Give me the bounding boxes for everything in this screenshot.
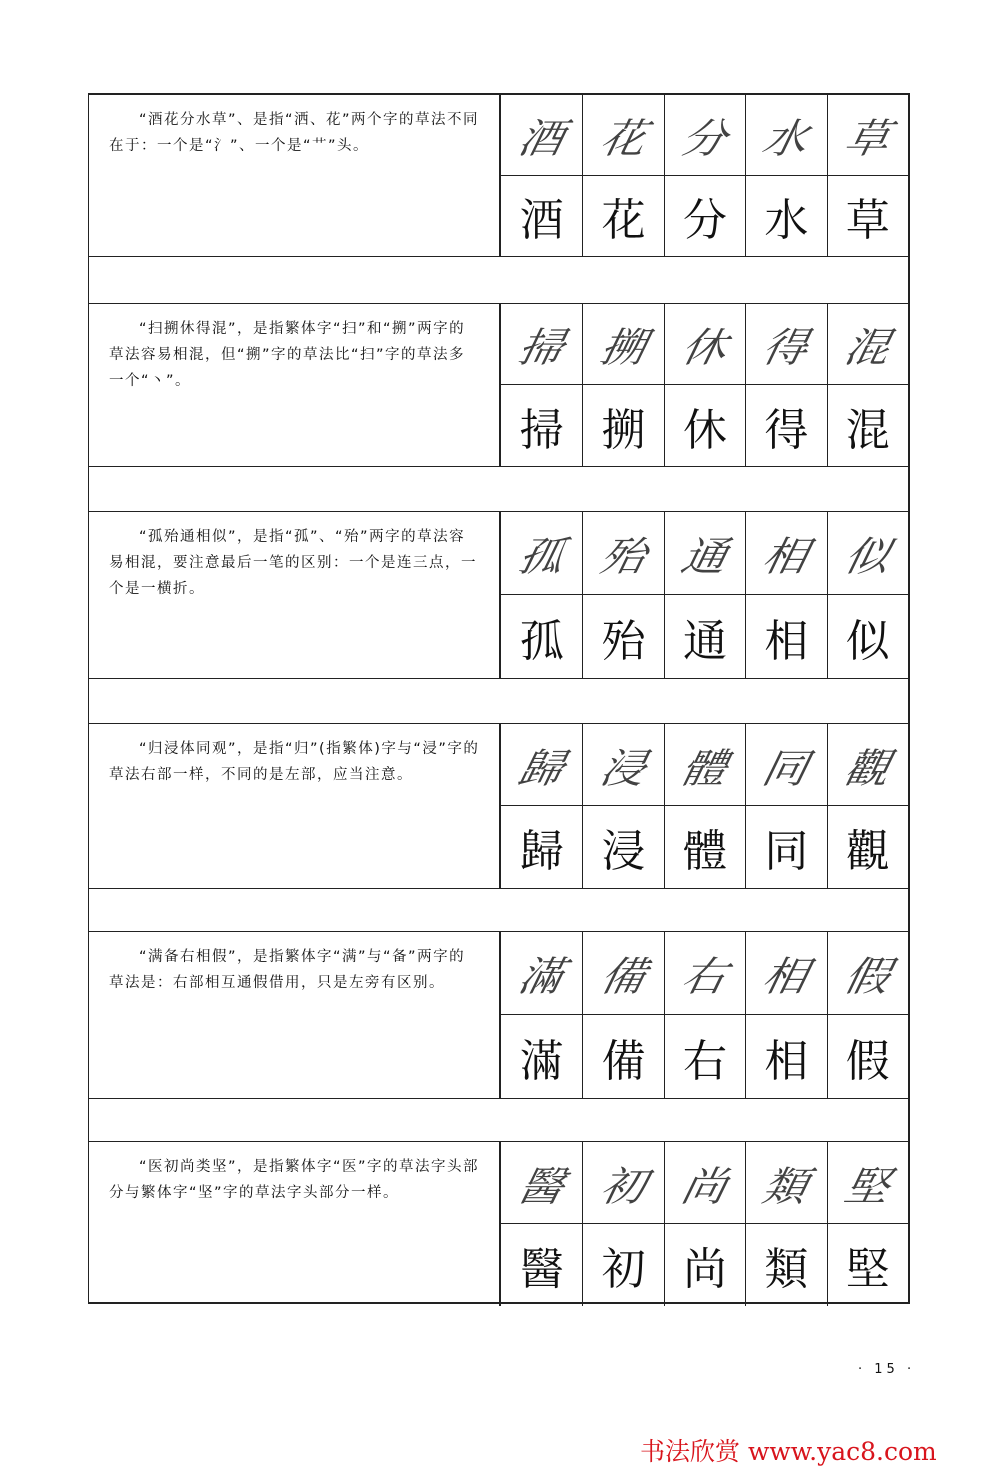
standard-character: 酒	[519, 194, 564, 246]
cursive-character-cell	[582, 724, 663, 806]
calligraphy-table	[88, 93, 910, 1304]
cursive-character: 滿	[513, 953, 568, 1001]
standard-character: 右	[682, 1035, 727, 1087]
cursive-character-cell	[501, 724, 582, 806]
standard-character-cell	[827, 806, 908, 888]
character-grid	[501, 1142, 908, 1306]
cursive-character: 花	[595, 115, 650, 163]
standard-character-cell	[582, 1015, 663, 1098]
standard-character-cell	[664, 176, 745, 257]
standard-character-cell	[582, 176, 663, 257]
standard-character-cell	[582, 385, 663, 466]
standard-character: 似	[845, 615, 890, 667]
cursive-character-cell	[745, 304, 826, 385]
standard-character-cell	[664, 1224, 745, 1306]
comparison-section	[89, 932, 908, 1099]
page-number: · 15 ·	[858, 1362, 916, 1377]
cursive-character-cell	[664, 95, 745, 176]
cursive-character-cell	[827, 95, 908, 176]
standard-character: 同	[764, 826, 809, 877]
cursive-character: 備	[595, 953, 650, 1001]
cursive-character-cell	[827, 512, 908, 595]
standard-character: 醫	[519, 1244, 564, 1295]
cursive-character-cell	[745, 932, 826, 1015]
standard-character-cell	[582, 806, 663, 888]
standard-character-cell	[501, 1224, 582, 1306]
standard-character: 掃	[519, 404, 564, 456]
cursive-character-cell	[582, 95, 663, 176]
cursive-character: 得	[758, 324, 813, 372]
standard-character-cell	[501, 1015, 582, 1098]
standard-character-cell	[827, 176, 908, 257]
cursive-character: 觀	[839, 745, 894, 793]
cursive-character-cell	[501, 95, 582, 176]
watermark: 书法欣赏 www.yac8.com	[640, 1437, 937, 1466]
section-description: “酒花分水草”、是指“洒、花”两个字的草法不同在于：一个是“氵”、一个是“艹”头。	[89, 95, 501, 256]
standard-character: 休	[682, 404, 727, 456]
cursive-character: 草	[839, 115, 894, 163]
standard-character: 假	[845, 1035, 890, 1087]
standard-character-cell	[501, 595, 582, 678]
standard-character: 通	[682, 615, 727, 667]
standard-character: 堅	[845, 1244, 890, 1295]
section-description: “扫搠休得混”，是指繁体字“扫”和“搠”两字的草法容易相混，但“搠”字的草法比“扫”字的草法多一个“丶”。	[89, 304, 501, 466]
blank-row	[89, 679, 908, 724]
cursive-character-cell	[582, 512, 663, 595]
cursive-character-cell	[664, 512, 745, 595]
standard-character: 殆	[601, 615, 646, 667]
standard-character-cell	[664, 595, 745, 678]
standard-character-cell	[745, 595, 826, 678]
standard-character-cell	[501, 385, 582, 466]
standard-character-cell	[745, 385, 826, 466]
standard-character-cell	[501, 806, 582, 888]
cursive-character-cell	[582, 1142, 663, 1224]
standard-character: 孤	[519, 615, 564, 667]
section-description: “归浸体同观”，是指“归”(指繁体)字与“浸”字的草法右部一样，不同的是左部，应当注意。	[89, 724, 501, 888]
cursive-character: 歸	[513, 745, 568, 793]
standard-character: 得	[764, 404, 809, 456]
blank-row	[89, 467, 908, 512]
cursive-character-cell	[582, 304, 663, 385]
cursive-character: 混	[839, 324, 894, 372]
cursive-character: 右	[677, 953, 732, 1001]
cursive-character: 相	[758, 533, 813, 581]
standard-character: 歸	[519, 826, 564, 877]
character-grid	[501, 932, 908, 1098]
cursive-character: 相	[758, 953, 813, 1001]
cursive-character: 醫	[513, 1163, 568, 1211]
standard-character: 備	[601, 1035, 646, 1087]
cursive-character: 浸	[595, 745, 650, 793]
standard-character-cell	[827, 1015, 908, 1098]
blank-row	[89, 1099, 908, 1142]
standard-character: 搠	[601, 404, 646, 456]
standard-character-cell	[827, 385, 908, 466]
standard-character: 相	[764, 1035, 809, 1087]
standard-character-cell	[664, 385, 745, 466]
standard-character: 滿	[519, 1035, 564, 1087]
cursive-character-cell	[582, 932, 663, 1015]
cursive-character-cell	[664, 932, 745, 1015]
cursive-character: 尚	[677, 1163, 732, 1211]
blank-row	[89, 889, 908, 932]
section-description: “满备右相假”，是指繁体字“满”与“备”两字的草法是：右部相互通假借用，只是左旁有区别。	[89, 932, 501, 1098]
standard-character: 分	[682, 194, 727, 246]
cursive-character-cell	[827, 724, 908, 806]
standard-character-cell	[582, 1224, 663, 1306]
comparison-section	[89, 1142, 908, 1306]
cursive-character-cell	[745, 512, 826, 595]
comparison-section	[89, 512, 908, 679]
cursive-character: 假	[839, 953, 894, 1001]
standard-character: 體	[682, 826, 727, 877]
standard-character: 水	[764, 194, 809, 246]
cursive-character: 休	[677, 324, 732, 372]
cursive-character: 分	[677, 115, 732, 163]
character-grid	[501, 95, 908, 256]
cursive-character: 體	[677, 745, 732, 793]
section-description: “医初尚类坚”，是指繁体字“医”字的草法字头部分与繁体字“坚”字的草法字头部分一样。	[89, 1142, 501, 1306]
cursive-character: 同	[758, 745, 813, 793]
cursive-character: 通	[677, 533, 732, 581]
cursive-character-cell	[501, 304, 582, 385]
cursive-character: 水	[758, 115, 813, 163]
cursive-character: 搠	[595, 324, 650, 372]
standard-character-cell	[827, 1224, 908, 1306]
cursive-character: 似	[839, 533, 894, 581]
standard-character-cell	[745, 1224, 826, 1306]
cursive-character: 殆	[595, 533, 650, 581]
standard-character-cell	[745, 806, 826, 888]
standard-character: 花	[601, 194, 646, 246]
blank-row	[89, 257, 908, 304]
standard-character: 觀	[845, 826, 890, 877]
cursive-character-cell	[745, 1142, 826, 1224]
standard-character-cell	[827, 595, 908, 678]
standard-character: 初	[601, 1244, 646, 1295]
standard-character: 混	[845, 404, 890, 456]
standard-character-cell	[664, 806, 745, 888]
cursive-character: 類	[758, 1163, 813, 1211]
standard-character: 尚	[682, 1244, 727, 1295]
character-grid	[501, 512, 908, 678]
cursive-character-cell	[664, 724, 745, 806]
character-grid	[501, 304, 908, 466]
cursive-character-cell	[745, 724, 826, 806]
cursive-character: 掃	[513, 324, 568, 372]
character-grid	[501, 724, 908, 888]
standard-character-cell	[664, 1015, 745, 1098]
cursive-character: 酒	[513, 115, 568, 163]
cursive-character-cell	[745, 95, 826, 176]
section-description: “孤殆通相似”，是指“孤”、“殆”两字的草法容易相混，要注意最后一笔的区别：一个是连三点，一个是一横折。	[89, 512, 501, 678]
cursive-character: 孤	[513, 533, 568, 581]
standard-character-cell	[745, 1015, 826, 1098]
cursive-character-cell	[827, 932, 908, 1015]
cursive-character: 堅	[839, 1163, 894, 1211]
cursive-character-cell	[827, 1142, 908, 1224]
standard-character: 浸	[601, 826, 646, 877]
comparison-section	[89, 304, 908, 467]
comparison-section	[89, 724, 908, 889]
standard-character-cell	[745, 176, 826, 257]
standard-character: 草	[845, 194, 890, 246]
cursive-character-cell	[501, 512, 582, 595]
cursive-character: 初	[595, 1163, 650, 1211]
standard-character: 類	[764, 1244, 809, 1295]
cursive-character-cell	[664, 304, 745, 385]
comparison-section	[89, 95, 908, 257]
cursive-character-cell	[664, 1142, 745, 1224]
cursive-character-cell	[501, 1142, 582, 1224]
cursive-character-cell	[501, 932, 582, 1015]
cursive-character-cell	[827, 304, 908, 385]
standard-character: 相	[764, 615, 809, 667]
standard-character-cell	[501, 176, 582, 257]
standard-character-cell	[582, 595, 663, 678]
